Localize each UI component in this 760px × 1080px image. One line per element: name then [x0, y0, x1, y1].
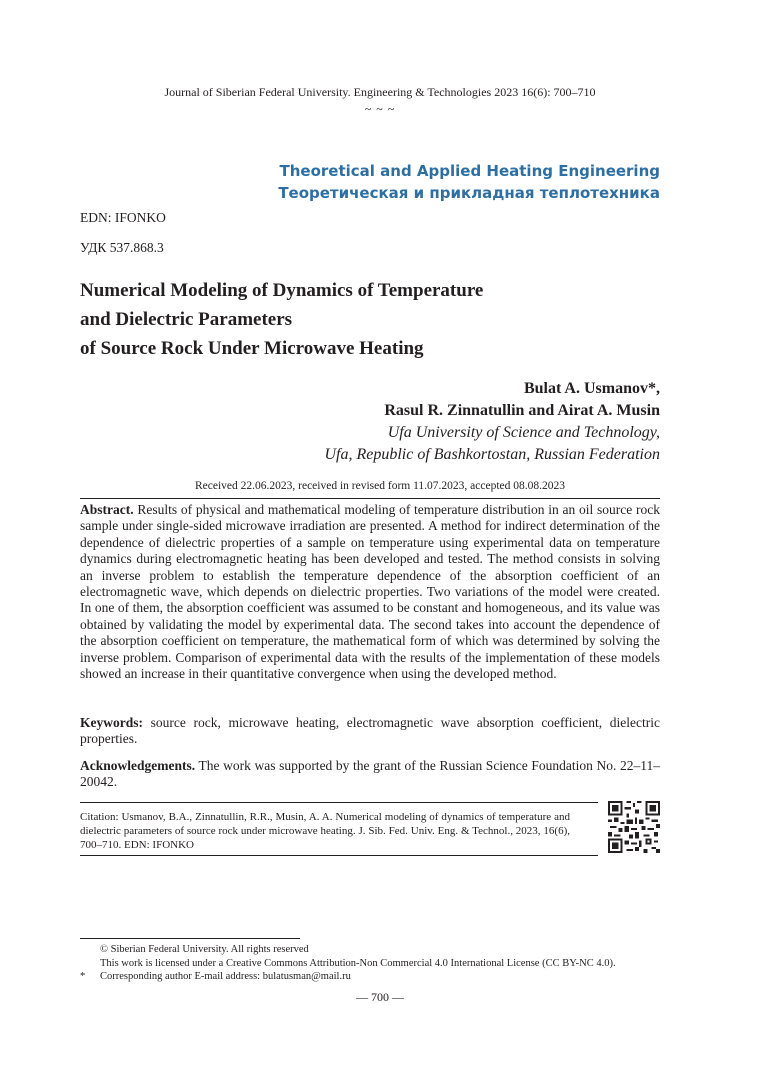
keywords-label: Keywords: — [80, 715, 143, 730]
section-heading-en: Theoretical and Applied Heating Engineering — [279, 162, 660, 180]
license-note: This work is licensed under a Creative Commons Attribution-Non Commercial 4.0 International License (CC BY-NC 4.0). — [100, 957, 616, 969]
corresponding-mark: * — [80, 971, 86, 982]
authors-line-2: Rasul R. Zinnatullin and Airat A. Musin — [384, 402, 660, 419]
corresponding-author-note: Corresponding author E-mail address: bulatusman@mail.ru — [100, 971, 351, 982]
authors-block — [324, 378, 660, 466]
qr-code-icon[interactable] — [608, 801, 660, 853]
article-title — [80, 276, 483, 363]
section-heading-ru: Теоретическая и прикладная теплотехника — [278, 184, 660, 202]
abstract-label: Abstract. — [80, 502, 134, 517]
title-line-2: and Dielectric Parameters — [80, 309, 293, 330]
copyright-note: © Siberian Federal University. All rights reserved — [100, 944, 309, 955]
header-separator: ~ ~ ~ — [364, 102, 396, 116]
title-line-3: of Source Rock Under Microwave Heating — [80, 338, 424, 359]
abstract — [80, 502, 660, 682]
footnote-rule — [80, 938, 300, 939]
keywords — [80, 715, 660, 748]
acknowledgements — [80, 758, 660, 791]
section-heading — [278, 160, 660, 204]
citation: Citation: Usmanov, B.A., Zinnatullin, R.R., Musin, A. A. Numerical modeling of dynamics of temperature and dielectric parameters of source rock under microwave heating. J. Sib. Fed. Univ. Eng. & Technol., 2023, 16(6), 700–710. EDN: IFONKO — [80, 811, 570, 851]
page-number: — 700 — — [356, 990, 404, 1004]
journal-header: Journal of Siberian Federal University. Engineering & Technologies 2023 16(6): 700–710 — [164, 85, 596, 99]
keywords-text: source rock, microwave heating, electromagnetic wave absorption coefficient, dielectric properties. — [80, 715, 660, 747]
affiliation-line-2: Ufa, Republic of Bashkortostan, Russian Federation — [324, 446, 660, 463]
citation-top-rule — [80, 802, 598, 803]
acknowledgements-label: Acknowledgements. — [80, 758, 196, 773]
citation-bottom-rule — [80, 855, 598, 856]
footnotes — [80, 943, 616, 984]
edn-code: EDN: IFONKO — [80, 210, 166, 225]
abstract-top-rule — [80, 498, 660, 499]
authors-line-1: Bulat A. Usmanov*, — [523, 380, 660, 397]
affiliation-line-1: Ufa University of Science and Technology, — [387, 424, 660, 441]
acknowledgements-text: The work was supported by the grant of the Russian Science Foundation No. 22–11–20042. — [80, 758, 660, 790]
abstract-text: Results of physical and mathematical modeling of temperature distribution in an oil source rock sample under single-sided microwave irradiation are presented. A method for indirect determination of the dependence of dielectric properties of a sample on temperature using experimental data on temperature dynamics during electromagnetic heating has been developed and tested. The method consists in solving an inverse problem to establish the temperature dependence of the absorption coefficient of an electromagnetic wave, which depends on dielectric properties. Two variations of the model were created. In one of them, the absorption coefficient was assumed to be constant and homogeneous, and its value was obtained by validating the model by experimental data. The second takes into account the dependence of the absorption coefficient on temperature, the mathematical form of which was determined by solving the inverse problem. Comparison of experimental data with the results of the implementation of these models showed an increase in their quantitative convergence when using the developed method. — [80, 502, 660, 682]
udk-code: УДК 537.868.3 — [80, 240, 164, 255]
title-line-1: Numerical Modeling of Dynamics of Temperature — [80, 280, 484, 301]
received-dates: Received 22.06.2023, received in revised form 11.07.2023, accepted 08.08.2023 — [194, 480, 566, 492]
